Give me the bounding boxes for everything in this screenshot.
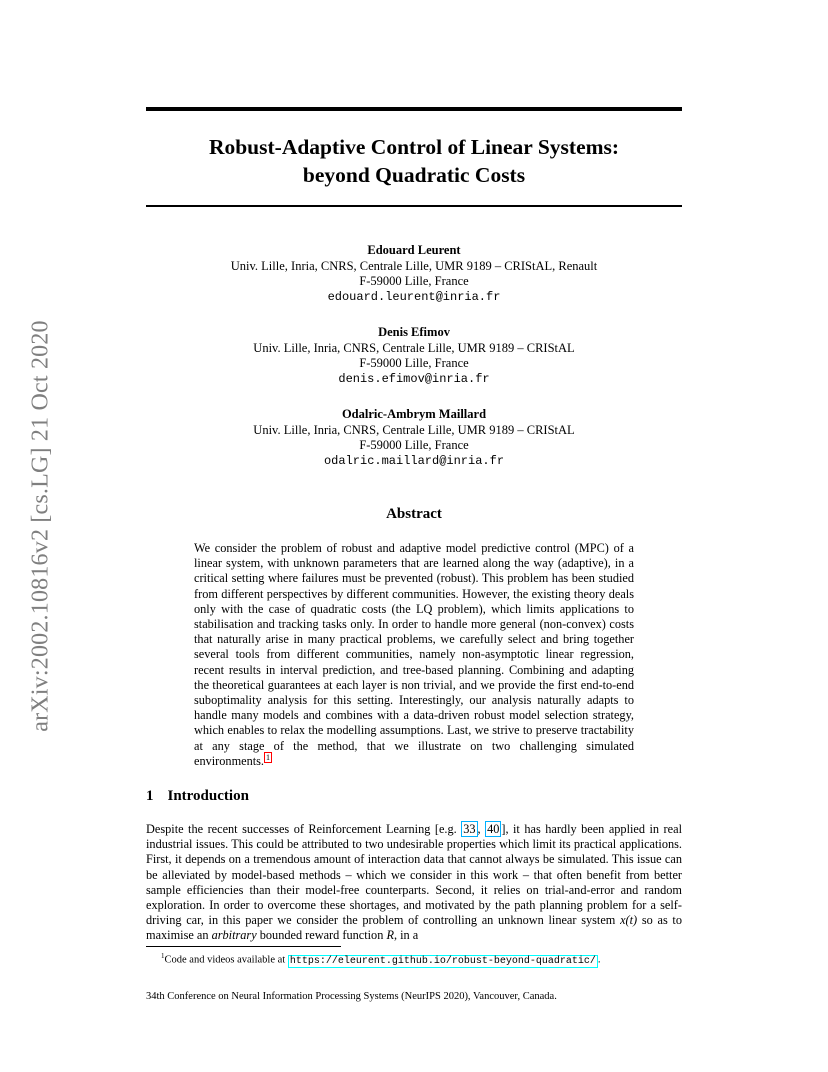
arxiv-stamp: arXiv:2002.10816v2 [cs.LG] 21 Oct 2020 — [27, 320, 54, 732]
author-name: Edouard Leurent — [367, 243, 461, 257]
footnote-url-link[interactable]: https://eleurent.github.io/robust-beyond-quadratic/ — [289, 955, 596, 967]
intro-text: so as to maximise an — [146, 913, 682, 943]
author-address: F-59000 Lille, France — [359, 274, 469, 288]
title-line-1: Robust-Adaptive Control of Linear Systems: — [208, 135, 620, 159]
section-title: Introduction — [167, 788, 249, 804]
author-email[interactable]: edouard.leurent@inria.fr — [327, 289, 501, 304]
footnote-number: 1 — [161, 952, 165, 960]
title-top-rule — [146, 107, 682, 111]
author-block-2 — [146, 325, 682, 387]
paper-title — [146, 133, 682, 189]
footnote-text: Code and videos available at — [164, 954, 288, 966]
abstract-text — [194, 541, 634, 769]
footnote-link[interactable]: 1 — [266, 752, 271, 762]
intro-text: Despite the recent successes of Reinforcement Learning [e.g. — [146, 822, 462, 836]
footnote-end: . — [597, 954, 601, 966]
intro-text: ], it has hardly been applied in real industrial issues. This could be attributed to two undesirable properties which limit its practical applications. First, it depends on a tremendous amount of interaction data that cannot always be simulated. This issue can be alleviated by model-based methods – which we consider in this work – that often benefit from better sample efficiencies than their model-free counterparts. Second, it relies on trial-and-error and random exploration. In order to overcome these shortages, and motivated by the path planning problem for a self-driving car, in this paper we consider the problem of controlling an unknown linear system — [146, 822, 682, 928]
author-block-3 — [146, 407, 682, 469]
abstract-paragraph: We consider the problem of robust and adaptive model predictive control (MPC) of a linear system, with unknown parameters that are learned along the way (adaptive), in a critical setting where failures must be prevented (robust). This problem has been studied from different perspectives by different communities. However, the existing theory deals only with the case of quadratic costs (the LQ problem), which limits applications to stabilisation and tracking tasks only. In order to handle more general (non-convex) costs that naturally arise in many practical problems, we carefully select and bring together several tools from different communities, namely non-asymptotic linear regression, recent results in interval prediction, and tree-based planning. Combining and adapting the theoretical guarantees at each layer is non trivial, and we provide the first end-to-end suboptimality analysis for this setting. Interestingly, our analysis naturally adapts to handle many models and combines with a data-driven robust model selection strategy, which enables to relax the modelling assumptions. Last, we strive to preserve tractability at any stage of the method, that we illustrate on two challenging simulated environments. — [194, 541, 634, 768]
author-name: Odalric-Ambrym Maillard — [341, 407, 487, 421]
introduction-paragraph — [146, 822, 682, 944]
intro-text: bounded reward function — [256, 928, 387, 943]
footnote-rule — [146, 946, 341, 947]
author-address: F-59000 Lille, France — [359, 438, 469, 452]
author-email[interactable]: odalric.maillard@inria.fr — [323, 453, 505, 468]
title-line-2: beyond Quadratic Costs — [302, 163, 526, 187]
abstract-heading: Abstract — [386, 506, 442, 522]
author-block-1 — [146, 243, 682, 305]
citation-link[interactable]: 40 — [487, 822, 500, 836]
author-name: Denis Efimov — [378, 325, 450, 339]
title-bottom-rule — [146, 205, 682, 207]
section-heading-introduction — [146, 788, 249, 805]
math-inline: R — [386, 928, 394, 943]
footnote — [161, 952, 601, 967]
author-affiliation: Univ. Lille, Inria, CNRS, Centrale Lille, UMR 9189 – CRIStAL — [253, 422, 575, 437]
author-address: F-59000 Lille, France — [359, 356, 469, 370]
section-number: 1 — [146, 788, 154, 804]
author-email[interactable]: denis.efimov@inria.fr — [338, 371, 490, 386]
intro-text: , in a — [393, 928, 419, 943]
author-affiliation: Univ. Lille, Inria, CNRS, Centrale Lille, UMR 9189 – CRIStAL — [253, 340, 575, 355]
emphasis-text: arbitrary — [211, 928, 257, 943]
author-affiliation: Univ. Lille, Inria, CNRS, Centrale Lille, UMR 9189 – CRIStAL, Renault — [230, 258, 598, 273]
citation-link[interactable]: 33 — [463, 822, 476, 836]
intro-text: , — [477, 822, 486, 836]
venue-note: 34th Conference on Neural Information Processing Systems (NeurIPS 2020), Vancouver, Canada. — [146, 991, 557, 1002]
math-inline: x(t) — [620, 913, 638, 928]
